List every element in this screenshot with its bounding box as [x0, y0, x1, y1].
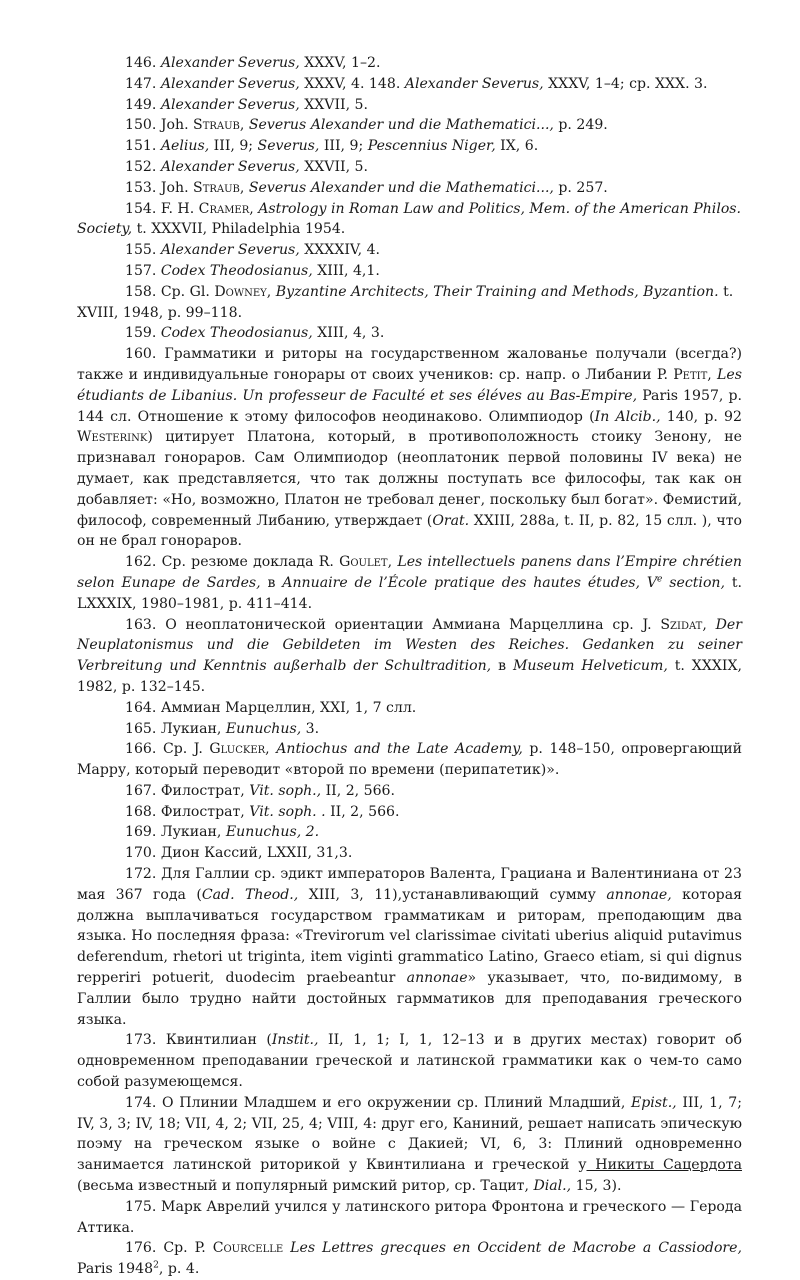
note-number: 159. — [125, 325, 157, 342]
note-text: 160. Грамматики и риторы на государственном жалованье получали (всегда?) также и индивидуальные гонорары от своих учеников: ср. напр. о Либании P. — [77, 346, 742, 383]
work-title: Les Lettres grecques en Occident de Macrobe a Cassiodore, — [283, 1240, 742, 1257]
footnote-166: 166. Ср. J. Glucker, Antiochus and the Late Academy, p. 148–150, опровергающий Марру, который переводит «второй по времени (перипатетик)». — [77, 741, 743, 779]
reference: XXXV, 4. 148. — [299, 75, 405, 92]
footnote-157 — [77, 261, 742, 282]
work-title: Cad. Theod., — [201, 886, 299, 903]
footnote-158: 158. Ср. Gl. Downey, Byzantine Architects, Their Training and Methods, Byzantion. t. XVIII, 1948, p. 99–118. — [77, 283, 734, 321]
footnote-155 — [77, 240, 742, 261]
footnote-160: 160. Грамматики и риторы на государственном жалованье получали (всегда?) также и индивидуальные гонорары от своих учеников: ср. напр. о Либании P. Petit, Les étudiants de Libanius. Un professeur de Faculté et ses éléves au Bas-Empire, Paris 1957, p. 144 сл. Отношение к этому философов неодинаково. Олимпиодор (In Alcib., 140, p. 92 Westerink) цитирует Платона, который, в противоположность стоику Зенону, не признавал гонораров. Сам Олимпиодор (неоплатоник первой половины IV века) не думает, как представляется, что так должны поступать все философы, так как он добавляет: «Но, возможно, Платон не требовал денег, поскольку был богат». Фемистий, философ, современный Либанию, утверждает (Orat. XXIII, 288a, t. II, p. 82, 15 слл. ), что он не брал гонораров. — [77, 346, 742, 550]
reference: t. XVIII, 1948, p. 99–118. — [77, 283, 734, 321]
note-text: 174. О Плинии Младшем и его окружении ср. Плиний Младший, — [125, 1094, 631, 1111]
reference: p. 249. — [553, 117, 608, 134]
author-name: Szidat — [660, 616, 703, 633]
reference: II, 2, 566. — [325, 803, 400, 820]
work-title: Alexander Severus, — [160, 55, 300, 71]
reference: t. XXXVII, Philadelphia 1954. — [132, 221, 346, 238]
note-number: 153. Joh. — [125, 179, 194, 196]
edition-superscript: 2 — [153, 1259, 159, 1271]
footnote-176 — [77, 1238, 742, 1280]
footnote-150: 150. Joh. Straub, Severus Alexander und die Mathematici..., p. 249. — [125, 117, 608, 134]
footnote-153: 153. Joh. Straub, Severus Alexander und die Mathematici..., p. 257. — [125, 179, 608, 196]
note-text: , p. 4. — [158, 1261, 200, 1278]
note-number: 157. — [125, 262, 157, 279]
footnote-170: 170. Дион Кассий, LXXII, 31,3. — [125, 845, 353, 862]
note-number: 147. — [125, 75, 157, 92]
note-text: III, 1, 7; IV, 3, 3; IV, 18; VII, 4, 2; VII, 25, 4; VIII, 4: друг его, Каниний, решает написать эпическую поэму на греческом языке о войне с Дакией; VI, 6, 3: Плиний одновременно занимается латинской риторикой у Квинтилиана и греческой у — [77, 1094, 742, 1174]
note-text: p. 148–150, опровергающий Марру, который переводит «второй по времени (перипатетик)». — [77, 741, 743, 779]
note-number: 149. — [125, 96, 157, 113]
work-title: In Alcib., — [594, 408, 661, 425]
footnote-154: 154. F. H. Cramer, Astrology in Roman Law and Politics, Mem. of the American Philos. Society, t. XXXVII, Philadelphia 1954. — [77, 200, 742, 238]
work-title: Pescennius Niger, — [367, 138, 496, 155]
footnote-168 — [77, 802, 742, 823]
footnote-175: 175. Марк Аврелий учился у латинского ритора Фронтона и греческого — Герода Аттика. — [77, 1198, 742, 1236]
author-name: Straub — [193, 117, 240, 134]
work-title: Les intellectuels panens dans l’Empire chrétien selon Eunape de Sardes, — [77, 554, 742, 591]
work-title: Les étudiants de Libanius. Un professeur de Faculté et ses éléves au Bas-Empire, — [77, 366, 742, 404]
footnote-169 — [77, 822, 742, 843]
note-text: t. XXXIX, 1982, p. 132–145. — [77, 658, 742, 695]
reference: XXXV, 1–2. — [299, 55, 381, 71]
reference: XXVII, 5. — [299, 96, 369, 113]
note-number: 151. — [125, 138, 157, 155]
reference: XXVII, 5. — [299, 158, 369, 175]
work-title: Vit. soph. . — [249, 803, 326, 820]
note-number: 165. Лукиан, — [125, 720, 222, 737]
work-title: Dial., — [533, 1178, 572, 1195]
note-text: в — [491, 658, 513, 675]
note-text: XXIII, 288a, t. II, p. 82, 15 слл. ), что он не брал гонораров. — [77, 512, 742, 550]
work-title: Der Neuplatonismus und die Gebildeten im Westen des Reiches. Gedanken zu seiner Verbreitung und Kenntnis außerhalb der Schultradition, — [77, 616, 742, 675]
underlined-name: Никиты Сацердота — [586, 1157, 742, 1174]
note-text: (весьма известный и популярный римский ритор, ср. Тацит, — [77, 1178, 534, 1195]
note-text: 15, 3). — [571, 1178, 622, 1195]
reference: XXXV, 1–4; ср. XXX. 3. — [543, 75, 708, 92]
footnote-165 — [77, 719, 742, 740]
author-name: Courcelle — [212, 1240, 284, 1257]
work-title: section, — [662, 574, 725, 591]
work-title: Alexander Severus, — [160, 75, 300, 92]
work-title: Annuaire de l’École pratique des hautes études, V — [282, 574, 658, 591]
footnote-147 — [77, 74, 742, 95]
footnote-167 — [77, 781, 742, 802]
footnote-151 — [77, 136, 742, 157]
footnote-174 — [77, 1093, 742, 1197]
note-text: 172. Для Галлии ср. эдикт императоров Валента, Грациана и Валентиниана от 23 мая 367 года ( — [77, 866, 742, 903]
reference: III, 9; — [209, 138, 258, 155]
footnote-159 — [77, 323, 742, 344]
work-title: Alexander Severus, — [160, 158, 300, 175]
author-name: Downey — [214, 283, 267, 300]
work-title: Severus Alexander und die Mathematici..., — [248, 179, 554, 196]
work-title: Codex Theodosianus, — [160, 262, 313, 279]
work-title: Orat. — [432, 512, 470, 529]
author-name: Glucker — [209, 741, 266, 758]
footnote-164: 164. Аммиан Марцеллин, XXI, 1, 7 слл. — [125, 699, 417, 716]
footnote-162: 162. Ср. резюме доклада R. Goulet, Les intellectuels panens dans l’Empire chrétien selon Eunape de Sardes, в Annuaire de l’École pratique des hautes études, Ve section, t. LXXXIX, 1980–1981, p. 411–414. — [77, 554, 742, 612]
note-text: t. LXXXIX, 1980–1981, p. 411–414. — [77, 574, 742, 612]
reference: XXXXIV, 4. — [299, 242, 381, 259]
work-title: Astrology in Roman Law and Politics, Mem. of the American Philos. Society, — [77, 200, 742, 238]
author-name: Petit — [673, 366, 708, 383]
work-title: Vit. soph., — [249, 782, 322, 799]
note-number: 168. Филострат, — [125, 803, 245, 820]
note-number: 146. — [125, 55, 157, 71]
note-text: 140, p. 92 — [660, 408, 742, 425]
footnote-146 — [77, 53, 742, 74]
note-text: 162. Ср. резюме доклада R. — [125, 554, 340, 571]
reference: p. 257. — [553, 179, 608, 196]
author-name: Cramer — [198, 200, 250, 217]
work-title: Alexander Severus, — [160, 242, 300, 259]
reference: IX, 6. — [495, 138, 539, 155]
latin-term: annonae — [406, 970, 468, 987]
footnote-173 — [77, 1030, 742, 1092]
work-title: Severus Alexander und die Mathematici..., — [248, 117, 554, 134]
author-name: Westerink — [77, 429, 148, 446]
note-text: 166. Ср. J. — [125, 741, 210, 758]
footnote-152 — [77, 157, 742, 178]
footnote-149 — [77, 95, 742, 116]
note-number: 154. F. H. — [125, 200, 199, 217]
reference: III, 9; — [319, 138, 368, 155]
note-text: ) цитирует Платона, который, в противоположность стоику Зенону, не признавал гонораров. Сам Олимпиодор (неоплатоник первой половины IV века) не думает, как представляется, что так должны поступать все философы, так как он добавляет: «Но, возможно, Платон не требовал денег, поскольку был богат». Фемистий, философ, современный Либанию, утверждает ( — [77, 429, 742, 529]
reference: XIII, 4, 3. — [312, 325, 385, 342]
note-number: 155. — [125, 242, 157, 259]
author-name: Goulet — [339, 554, 388, 571]
note-number: 167. Филострат, — [125, 782, 245, 799]
work-title: Antiochus and the Late Academy, — [276, 741, 523, 758]
note-number: 169. Лукиан, — [125, 824, 222, 841]
note-number: 150. Joh. — [125, 117, 194, 134]
note-number: 152. — [125, 158, 157, 175]
author-name: Straub — [193, 179, 240, 196]
note-text: которая должна выплачиваться государством грамматикам и риторам, преподающим два языка. Но последняя фраза: «Trevirorum vel clarissimae civitati uberius aliquid putavimus deferendum, rhetori ut triginta, item viginti grammatico Latino, Graeco etiam, si qui dignus repperiri potuerit, duodecim praebeantur — [77, 886, 743, 987]
note-text: 163. О неоплатонической ориентации Аммиана Марцеллина ср. J. — [125, 616, 661, 633]
work-title: Instit., — [271, 1032, 319, 1049]
work-title: Epist., — [630, 1094, 677, 1111]
latin-term: annonae, — [606, 886, 672, 903]
note-text: Paris 1948 — [77, 1261, 154, 1278]
work-title: Severus, — [257, 138, 320, 155]
work-title: Codex Theodosianus, — [160, 325, 313, 342]
footnote-163: 163. О неоплатонической ориентации Аммиана Марцеллина ср. J. Szidat, Der Neuplatonismus und die Gebildeten im Westen des Reiches. Gedanken zu seiner Verbreitung und Kenntnis außerhalb der Schultradition, в Museum Helveticum, t. XXXIX, 1982, p. 132–145. — [77, 616, 742, 695]
footnote-172 — [77, 864, 742, 1030]
work-title: Alexander Severus, — [160, 96, 300, 113]
note-number: 158. Ср. Gl. — [125, 283, 215, 300]
reference: II, 2, 566. — [321, 782, 396, 799]
work-title: Eunuchus, 2. — [225, 824, 320, 841]
work-title: Aelius, — [160, 138, 210, 155]
superscript: e — [657, 573, 663, 585]
note-text: Paris 1957, p. 144 сл. Отношение к этому философов неодинаково. Олимпиодор ( — [77, 387, 742, 425]
reference: 3. — [301, 720, 320, 737]
work-title: Eunuchus, — [225, 720, 302, 737]
reference: XIII, 4,1. — [312, 262, 380, 279]
note-text: 173. Квинтилиан ( — [125, 1032, 272, 1049]
note-text: в — [260, 574, 283, 591]
note-text: 176. Ср. P. — [125, 1240, 213, 1257]
work-title: Byzantine Architects, Their Training and Methods, Byzantion. — [275, 283, 719, 300]
note-text: II, 1, 1; I, 1, 12–13 и в других местах) говорит об одновременном преподавании греческой и латинской грамматики как о чем-то само собой разумеющемся. — [77, 1032, 742, 1091]
work-title: Alexander Severus, — [404, 75, 544, 92]
work-title: Museum Helveticum, — [512, 658, 668, 675]
note-text: XIII, 3, 11),устанавливающий сумму — [298, 886, 607, 903]
note-text: » указывает, что, по-видимому, в Галлии было трудно найти достойных гармматиков для преподавания греческого языка. — [77, 970, 742, 1028]
